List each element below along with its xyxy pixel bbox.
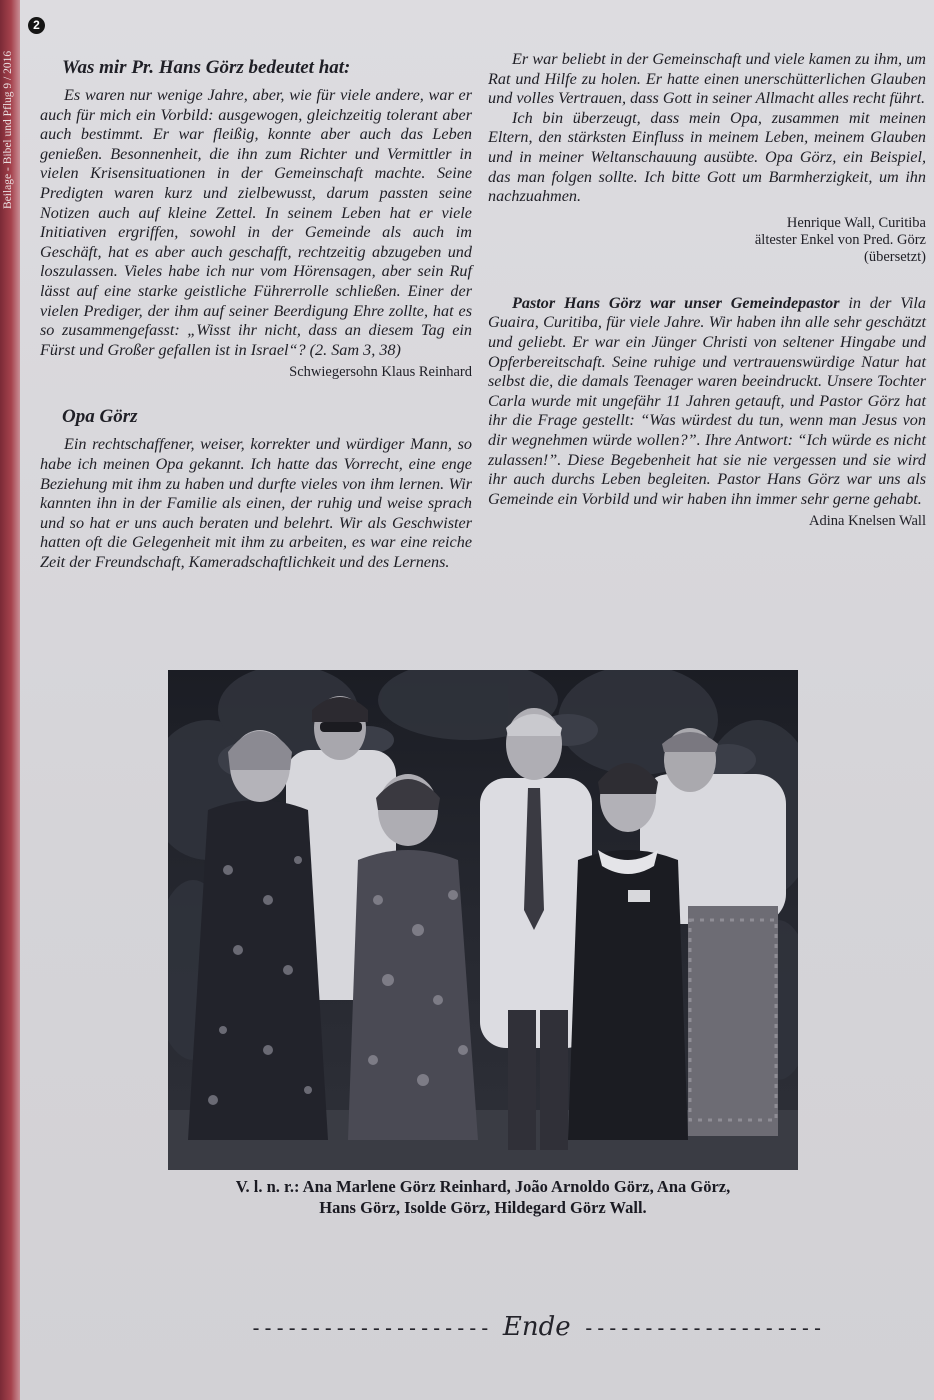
- signature-henrique-wall: [488, 215, 926, 266]
- body-gemeindepastor: in der Vila Guaira, Curitiba, für viele Jahre. Wir haben ihn alle sehr geschätzt und geliebt. Er war ein Jünger Christi von seltener Hingabe und Opferbereitschaft. Seine ruhige und vertrauenswürdige Natur hat selbst die, die damals Teenager waren beeindruckt. Unsere Tochter Carla wurde mit ungefähr 11 Jahren getauft, und Pastor Görz hat ihr die Frage gestellt: “Was würdest du tun, wenn man Jesus von dir wegnehmen würde wollen?”. Ihre Antwort: “Ich würde es nicht zulassen!”. Diese Begebenheit hat sie nie vergessen und sie wird ihr auch durchs Leben begleiten. Pastor Hans Görz war uns als Gemeinde ein Vorbild und wir haben ihn immer sehr gerne gehabt.: [488, 293, 926, 508]
- right-column: [488, 50, 926, 530]
- left-column: [40, 56, 472, 572]
- end-marker: [250, 1312, 824, 1342]
- end-dashes-left: --------------------: [250, 1316, 491, 1340]
- signature-klaus-reinhard: Schwiegersohn Klaus Reinhard: [289, 364, 472, 381]
- paragraph-beliebt: Er war beliebt in der Gemeinschaft und viele kamen zu ihm, um Rat und Hilfe zu holen. Er hatte einen unerschütterlichen Glauben und volles Vertrauen, dass Gott in seiner Allmacht alles recht führt.: [488, 50, 926, 108]
- photo-caption-line2: Hans Görz, Isolde Görz, Hildegard Görz Wall.: [319, 1198, 647, 1217]
- paragraph-ueberzeugt: Ich bin überzeugt, dass mein Opa, zusammen mit meinen Eltern, den stärksten Einfluss in meinem Leben, meinem Glauben und in meiner Weltanschauung ausübte. Opa Görz, ein Beispiel, das man folgen sollte. Ich bitte Gott um Barmherzigkeit, um ihn nachzuahmen.: [488, 108, 926, 206]
- end-dashes-right: --------------------: [582, 1316, 824, 1340]
- magazine-spine: [0, 0, 20, 1400]
- family-photo: [168, 670, 798, 1170]
- photo-caption-line1: V. l. n. r.: Ana Marlene Görz Reinhard, João Arnoldo Görz, Ana Görz,: [235, 1177, 731, 1196]
- side-label: Beilage - Bibel und Pflug 9 / 2016: [2, 50, 14, 210]
- lead-gemeindepastor: Pastor Hans Görz war unser Gemeindepastor: [512, 293, 840, 312]
- end-word: Ende: [502, 1312, 571, 1342]
- paragraph-gemeindepastor: [488, 294, 926, 510]
- signature-note: (übersetzt): [864, 248, 926, 265]
- page-number-badge: 2: [28, 17, 45, 34]
- signature-relation: ältester Enkel von Pred. Görz: [754, 231, 926, 248]
- family-photo-illustration: [168, 670, 798, 1170]
- signature-adina-knelsen-wall: Adina Knelsen Wall: [809, 513, 926, 530]
- photo-caption: [150, 1176, 816, 1218]
- paragraph-was-mir: Es waren nur wenige Jahre, aber, wie für viele andere, war er auch für mich ein Vorbild: ausgewogen, gleichzeitig tolerant aber auch bestimmt. Er war fleißig, konnte aber auch das Leben genießen. Besonnenheit, die ihn zum Richter und Vermittler in vielen Krisensituationen in der Gemeinschaft machte. Seine Predigten waren kurz und zielbewusst, darum passten seine Notizen auch auf kleine Zettel. In seinem Leben hat er viele Initiativen ergriffen, sowohl in der Gemeinde als auch im Geschäft, hat es aber auch geschafft, rechtzeitig abzugeben und loszulassen. Vieles habe ich nur vom Hörensagen, aber sein Ruf lässt auf eine starke geistliche Führerrolle schließen. Einer der vielen Prediger, der ihm auf seiner Beerdigung Ehre zollte, hat es so zusammengefasst: „Wisst ihr nicht, dass an diesem Tag ein Fürst und Großer gefallen ist in Israel“? (2. Sam 3, 38): [40, 86, 472, 359]
- paragraph-opa-goerz: Ein rechtschaffener, weiser, korrekter und würdiger Mann, so habe ich meinen Opa gekannt. Ich hatte das Vorrecht, eine enge Beziehung mit ihm zu haben und durfte vieles von ihm lernen. Wir kannten ihn in der Familie als einen, der ruhig und weise sprach und so hat er uns auch beraten und belehrt. Wir als Geschwister hatten oft die Gelegenheit mit ihm zu arbeiten, es war eine reiche Zeit der Freundschaft, Kameradschaftlichkeit und des Lernens.: [40, 435, 472, 571]
- heading-opa-goerz: Opa Görz: [62, 406, 138, 428]
- heading-was-mir: Was mir Pr. Hans Görz bedeutet hat:: [62, 57, 351, 78]
- signature-name: Henrique Wall, Curitiba: [786, 214, 926, 231]
